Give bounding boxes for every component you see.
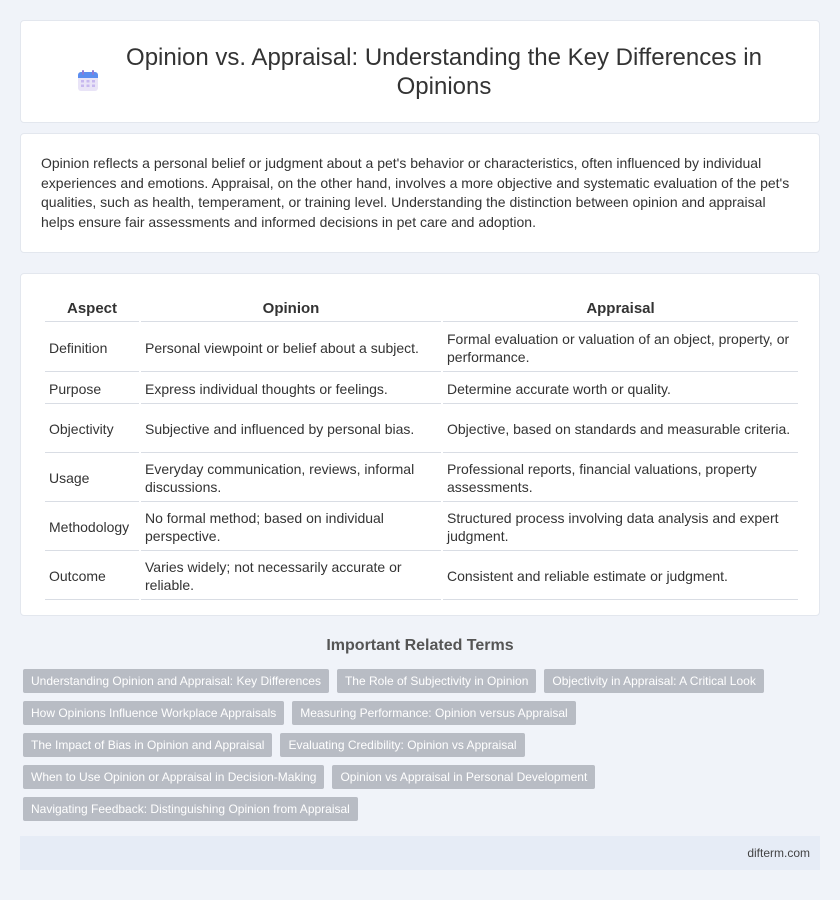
title-wrap (60, 43, 780, 101)
related-tag[interactable]: Opinion vs Appraisal in Personal Development (332, 765, 595, 789)
related-tags (23, 669, 803, 829)
related-tag[interactable]: When to Use Opinion or Appraisal in Decision-Making (23, 765, 324, 789)
table-row (45, 553, 798, 600)
footer (20, 836, 820, 870)
intro-paragraph: Opinion reflects a personal belief or judgment about a pet's behavior or characteristics, often influenced by individual experiences and emotions. Appraisal, on the other hand, involves a more objective and systematic evaluation of the pet's qualities, such as health, temperament, or training level. Understanding the distinction between opinion and appraisal helps ensure fair assessments and informed decisions in pet care and adoption. (41, 155, 790, 230)
tag-row (23, 765, 803, 789)
comparison-table (43, 294, 800, 602)
opinion-cell: Varies widely; not necessarily accurate or reliable. (141, 553, 441, 600)
tag-row (23, 701, 803, 725)
appraisal-cell: Professional reports, financial valuations, property assessments. (443, 455, 798, 502)
header-aspect: Aspect (45, 296, 139, 322)
tag-row (23, 797, 803, 821)
table-row (45, 504, 798, 551)
opinion-cell: Personal viewpoint or belief about a subject. (141, 324, 441, 372)
table-row (45, 324, 798, 372)
related-tag[interactable]: How Opinions Influence Workplace Appraisals (23, 701, 284, 725)
aspect-cell: Objectivity (45, 406, 139, 453)
comparison-table-card (20, 273, 820, 616)
related-tag[interactable]: Measuring Performance: Opinion versus Appraisal (292, 701, 575, 725)
table-row (45, 455, 798, 502)
appraisal-cell: Consistent and reliable estimate or judgment. (443, 553, 798, 600)
related-tag[interactable]: Evaluating Credibility: Opinion vs Appraisal (280, 733, 524, 757)
tag-row (23, 669, 803, 693)
tag-row (23, 733, 803, 757)
related-tag[interactable]: Objectivity in Appraisal: A Critical Look (544, 669, 763, 693)
opinion-cell: Subjective and influenced by personal bias. (141, 406, 441, 453)
appraisal-cell: Determine accurate worth or quality. (443, 374, 798, 404)
opinion-cell: Everyday communication, reviews, informal discussions. (141, 455, 441, 502)
header-appraisal: Appraisal (443, 296, 798, 322)
aspect-cell: Methodology (45, 504, 139, 551)
appraisal-cell: Structured process involving data analysis and expert judgment. (443, 504, 798, 551)
opinion-cell: Express individual thoughts or feelings. (141, 374, 441, 404)
aspect-cell: Outcome (45, 553, 139, 600)
header-opinion: Opinion (141, 296, 441, 322)
table-row (45, 374, 798, 404)
intro-card (20, 133, 820, 253)
title-card (20, 20, 820, 123)
table-row (45, 406, 798, 453)
aspect-cell: Purpose (45, 374, 139, 404)
calendar-icon (76, 69, 100, 93)
footer-site-link[interactable]: difterm.com (747, 846, 810, 860)
appraisal-cell: Formal evaluation or valuation of an object, property, or performance. (443, 324, 798, 372)
related-terms-title: Important Related Terms (326, 637, 514, 654)
aspect-cell: Usage (45, 455, 139, 502)
page-title: Opinion vs. Appraisal: Understanding the Key Differences in Opinions (126, 43, 762, 100)
related-tag[interactable]: The Role of Subjectivity in Opinion (337, 669, 536, 693)
opinion-cell: No formal method; based on individual perspective. (141, 504, 441, 551)
related-tag[interactable]: Navigating Feedback: Distinguishing Opinion from Appraisal (23, 797, 358, 821)
aspect-cell: Definition (45, 324, 139, 372)
related-tag[interactable]: Understanding Opinion and Appraisal: Key Differences (23, 669, 329, 693)
table-header-row (45, 296, 798, 322)
appraisal-cell: Objective, based on standards and measurable criteria. (443, 406, 798, 453)
related-tag[interactable]: The Impact of Bias in Opinion and Appraisal (23, 733, 272, 757)
